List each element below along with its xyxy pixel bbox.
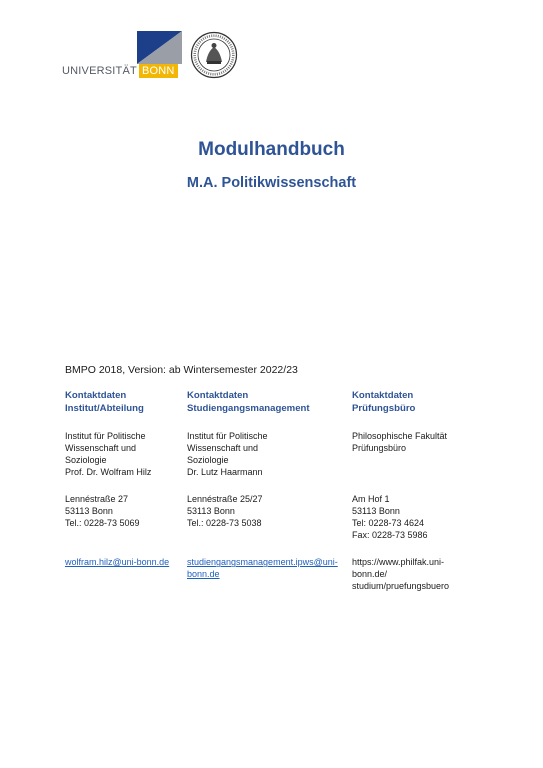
website-line: studium/pruefungsbuero xyxy=(352,581,450,592)
contact-organization xyxy=(187,430,347,478)
org-line: Prof. Dr. Wolfram Hilz xyxy=(65,467,152,478)
contact-organization xyxy=(352,430,472,478)
org-line: Dr. Lutz Haarmann xyxy=(187,467,263,478)
version-info: BMPO 2018, Version: ab Wintersemester 2022/23 xyxy=(65,364,298,376)
org-line: Wissenschaft und xyxy=(187,443,259,454)
address-line: Fax: 0228-73 5986 xyxy=(352,530,428,541)
contact-email-link[interactable] xyxy=(187,556,347,580)
university-bonn-logo-icon xyxy=(137,31,182,64)
website-line: bonn.de/ xyxy=(352,569,388,580)
faculty-seal-icon xyxy=(190,31,238,79)
contact-heading-line: Kontaktdaten xyxy=(187,390,249,401)
org-line: Wissenschaft und xyxy=(65,443,137,454)
contact-email-link[interactable]: wolfram.hilz@uni-bonn.de xyxy=(65,557,170,568)
contact-website[interactable] xyxy=(352,556,472,592)
page-title: Modulhandbuch xyxy=(198,139,345,160)
address-line: Lennéstraße 25/27 xyxy=(187,494,263,505)
email-line: studiengangsmanagement.ipws@uni- xyxy=(187,557,338,568)
contact-heading-line: Kontaktdaten xyxy=(352,390,414,401)
address-line: Tel.: 0228-73 5038 xyxy=(187,518,262,529)
contact-heading xyxy=(65,390,185,415)
contact-heading-line: Studiengangsmanagement xyxy=(187,402,310,414)
page-subtitle: M.A. Politikwissenschaft xyxy=(186,175,357,191)
contact-address xyxy=(187,493,347,529)
address-line: 53113 Bonn xyxy=(187,506,235,517)
contact-column-institute xyxy=(65,390,185,568)
contact-heading xyxy=(187,390,347,415)
org-line: Philosophische Fakultät xyxy=(352,431,448,442)
address-line: Tel.: 0228-73 5069 xyxy=(65,518,140,529)
email-line: bonn.de xyxy=(187,569,220,580)
logo-bonn-text: BONN xyxy=(139,64,178,78)
contact-address xyxy=(352,493,472,541)
logo-university-text: UNIVERSITÄT xyxy=(62,65,137,77)
org-line: Soziologie xyxy=(65,455,107,466)
contact-address xyxy=(65,493,185,529)
address-line: Am Hof 1 xyxy=(352,494,390,505)
contact-heading-line: Kontaktdaten xyxy=(65,390,127,401)
org-line: Prüfungsbüro xyxy=(352,443,407,454)
contact-heading xyxy=(352,390,472,415)
org-line: Institut für Politische xyxy=(187,431,268,442)
university-logo-wordmark xyxy=(62,64,178,78)
address-line: Tel: 0228-73 4624 xyxy=(352,518,425,529)
address-line: 53113 Bonn xyxy=(352,506,400,517)
org-line: Institut für Politische xyxy=(65,431,146,442)
org-line: Soziologie xyxy=(187,455,229,466)
contact-heading-line: Institut/Abteilung xyxy=(65,402,144,414)
contact-heading-line: Prüfungsbüro xyxy=(352,402,416,414)
website-line: https://www.philfak.uni- xyxy=(352,557,445,568)
address-line: 53113 Bonn xyxy=(65,506,113,517)
contact-column-examination-office xyxy=(352,390,472,592)
contact-organization xyxy=(65,430,185,478)
address-line: Lennéstraße 27 xyxy=(65,494,129,505)
contact-column-management xyxy=(187,390,347,580)
